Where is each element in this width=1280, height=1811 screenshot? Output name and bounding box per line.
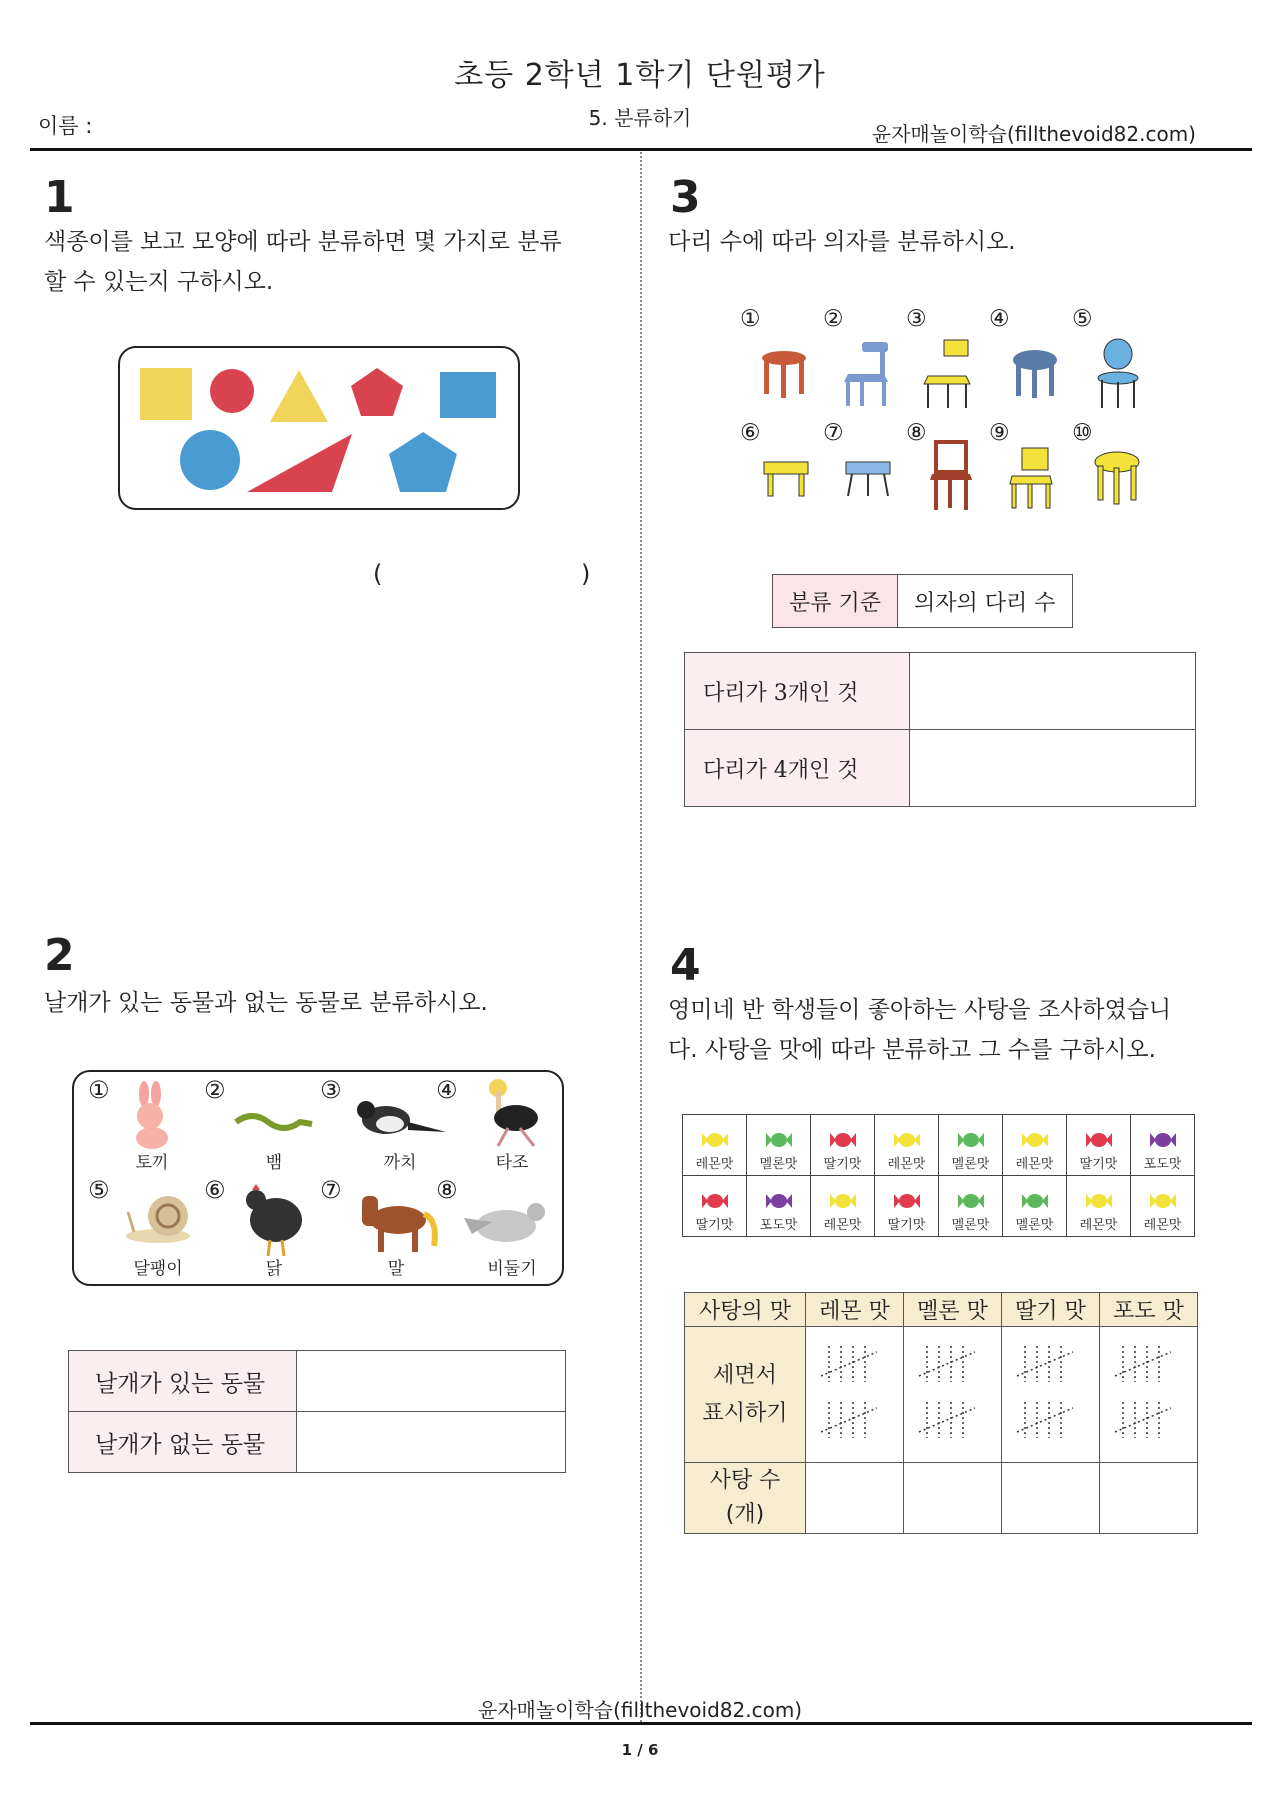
q4-header-flavor: 사탕의 맛	[685, 1293, 806, 1327]
table-row	[69, 1412, 566, 1473]
q4-header-melon: 멜론 맛	[904, 1293, 1002, 1327]
grape-candy-icon	[1148, 1129, 1178, 1151]
chair-icon	[1008, 446, 1056, 510]
candy-label: 레몬맛	[1143, 1218, 1182, 1233]
candy-cell	[1131, 1115, 1195, 1176]
q3-text: 다리 수에 따라 의자를 분류하시오.	[668, 229, 1016, 255]
candy-grid	[682, 1114, 1195, 1237]
candy-label: 포도맛	[759, 1218, 798, 1233]
unit-subtitle: 5. 분류하기	[588, 106, 692, 130]
candy-cell	[747, 1176, 811, 1237]
animal-num-3: ③	[320, 1076, 342, 1104]
strawberry-candy-icon	[828, 1129, 858, 1151]
magpie-icon	[352, 1092, 448, 1152]
q4-header-strawberry: 딸기 맛	[1002, 1293, 1100, 1327]
chair-icon	[842, 340, 892, 408]
count-cell-melon[interactable]	[904, 1463, 1002, 1534]
lemon-candy-icon	[1148, 1190, 1178, 1212]
q4-header-lemon: 레몬 맛	[806, 1293, 904, 1327]
lemon-candy-icon	[892, 1129, 922, 1151]
chair-num-9: ⑨	[989, 420, 1010, 446]
melon-candy-icon	[956, 1129, 986, 1151]
tally-guide-icon	[1109, 1332, 1189, 1452]
candy-row-1	[683, 1115, 1195, 1176]
animal-num-7: ⑦	[320, 1176, 342, 1204]
lemon-candy-icon	[1020, 1129, 1050, 1151]
candy-label: 딸기맛	[1079, 1157, 1118, 1172]
blue-pentagon-shape	[389, 432, 457, 492]
chair-num-10: ⑩	[1072, 420, 1093, 446]
count-cell-strawberry[interactable]	[1002, 1463, 1100, 1534]
candy-cell	[1003, 1115, 1067, 1176]
animal-num-6: ⑥	[204, 1176, 226, 1204]
tally-cell-grape[interactable]	[1100, 1327, 1198, 1463]
candy-label: 레몬맛	[695, 1157, 734, 1172]
candy-label: 레몬맛	[1079, 1218, 1118, 1233]
candy-cell	[683, 1176, 747, 1237]
q1-text-line1: 색종이를 보고 모양에 따라 분류하면 몇 가지로 분류	[44, 229, 562, 255]
page-title: 초등 2학년 1학기 단원평가	[454, 58, 826, 93]
candy-label: 레몬맛	[823, 1218, 862, 1233]
candy-cell	[683, 1115, 747, 1176]
melon-candy-icon	[764, 1129, 794, 1151]
q4-header-grape: 포도 맛	[1100, 1293, 1198, 1327]
q3-answer-table	[684, 652, 1196, 807]
hen-icon	[242, 1180, 308, 1260]
chair-num-5: ⑤	[1072, 306, 1093, 332]
tally-cell-melon[interactable]	[904, 1327, 1002, 1463]
q4-text-line2: 다. 사탕을 맛에 따라 분류하고 그 수를 구하시오.	[668, 1037, 1156, 1063]
stool-icon	[1010, 348, 1060, 400]
candy-cell	[939, 1176, 1003, 1237]
q1-answer-open: (	[373, 560, 383, 588]
q1-answer-close: )	[581, 560, 591, 588]
page-number: 1 / 6	[621, 1741, 659, 1759]
bottom-rule	[30, 1722, 1252, 1725]
chair-num-1: ①	[740, 306, 761, 332]
q4-tally-label	[685, 1327, 806, 1463]
name-label: 이름 :	[38, 114, 93, 138]
candy-cell	[1067, 1176, 1131, 1237]
tally-cell-strawberry[interactable]	[1002, 1327, 1100, 1463]
candy-cell	[811, 1176, 875, 1237]
strawberry-candy-icon	[1084, 1129, 1114, 1151]
q1-answer-blank[interactable]	[392, 556, 572, 590]
tally-guide-icon	[815, 1332, 895, 1452]
animal-name-2: 뱀	[265, 1153, 283, 1173]
count-cell-lemon[interactable]	[806, 1463, 904, 1534]
animal-num-5: ⑤	[88, 1176, 110, 1204]
q3-answer-3-legs[interactable]	[910, 653, 1196, 730]
candy-label: 멜론맛	[951, 1218, 990, 1233]
animal-name-5: 달팽이	[133, 1259, 183, 1279]
animal-name-1: 토끼	[135, 1153, 169, 1173]
stool-icon	[1092, 450, 1142, 506]
blue-rectangle-shape	[440, 372, 496, 418]
candy-label: 딸기맛	[823, 1157, 862, 1172]
stool-icon	[844, 458, 892, 500]
chair-num-4: ④	[989, 306, 1010, 332]
candy-cell	[811, 1115, 875, 1176]
table-row	[685, 730, 1196, 807]
snail-icon	[124, 1186, 194, 1246]
q1-text-line2: 할 수 있는지 구하시오.	[44, 269, 274, 295]
table-row	[685, 1293, 1198, 1327]
chair-icon	[1094, 338, 1142, 410]
animal-name-6: 닭	[265, 1259, 283, 1279]
footer-site: 윤자매놀이학습(fillthevoid82.com)	[477, 1698, 803, 1722]
q4-number: 4	[670, 940, 701, 991]
strawberry-candy-icon	[700, 1190, 730, 1212]
table-row	[685, 1327, 1198, 1463]
count-label-line1: 사탕 수	[709, 1468, 781, 1493]
candy-cell	[747, 1115, 811, 1176]
q2-answer-table	[68, 1350, 566, 1473]
q4-tally-table	[684, 1292, 1198, 1534]
q3-answer-4-legs[interactable]	[910, 730, 1196, 807]
candy-label: 딸기맛	[887, 1218, 926, 1233]
melon-candy-icon	[956, 1190, 986, 1212]
criterion-label: 분류 기준	[773, 575, 898, 628]
animal-num-1: ①	[88, 1076, 110, 1104]
horse-icon	[354, 1186, 440, 1256]
ostrich-icon	[476, 1078, 548, 1148]
q2-row-label-winged: 날개가 있는 동물	[69, 1351, 297, 1412]
animal-num-4: ④	[436, 1076, 458, 1104]
red-triangle-shape	[247, 434, 352, 492]
top-rule	[30, 148, 1252, 151]
q4-count-label	[685, 1463, 806, 1534]
tally-guide-icon	[1011, 1332, 1091, 1452]
grape-candy-icon	[764, 1190, 794, 1212]
table-row	[685, 1463, 1198, 1534]
animal-num-8: ⑧	[436, 1176, 458, 1204]
candy-label: 멜론맛	[1015, 1218, 1054, 1233]
candy-label: 멜론맛	[759, 1157, 798, 1172]
chair-num-3: ③	[906, 306, 927, 332]
candy-label: 멜론맛	[951, 1157, 990, 1172]
column-divider	[640, 152, 642, 1722]
tally-label-line2: 표시하기	[702, 1400, 788, 1426]
chair-icon	[922, 338, 974, 410]
candy-label: 딸기맛	[695, 1218, 734, 1233]
candy-cell	[875, 1176, 939, 1237]
strawberry-candy-icon	[892, 1190, 922, 1212]
chair-num-7: ⑦	[823, 420, 844, 446]
animal-name-3: 까치	[383, 1153, 417, 1173]
yellow-triangle-shape	[270, 370, 328, 422]
candy-cell	[1003, 1176, 1067, 1237]
q2-number: 2	[44, 930, 75, 981]
paper-shapes-box	[118, 346, 520, 510]
q4-text-line1: 영미네 반 학생들이 좋아하는 사탕을 조사하였습니	[668, 997, 1172, 1023]
q2-answer-winged[interactable]	[297, 1351, 566, 1412]
animal-name-4: 타조	[495, 1153, 529, 1173]
candy-cell	[1067, 1115, 1131, 1176]
chair-num-2: ②	[823, 306, 844, 332]
tally-cell-lemon[interactable]	[806, 1327, 904, 1463]
q2-text: 날개가 있는 동물과 없는 동물로 분류하시오.	[44, 990, 488, 1016]
lemon-candy-icon	[1084, 1190, 1114, 1212]
q3-row-label-3-legs: 다리가 3개인 것	[685, 653, 910, 730]
chair-icon	[928, 440, 974, 512]
animal-name-8: 비둘기	[487, 1259, 537, 1279]
lemon-candy-icon	[700, 1129, 730, 1151]
rabbit-icon	[122, 1080, 182, 1150]
candy-label: 레몬맛	[887, 1157, 926, 1172]
chair-num-6: ⑥	[740, 420, 761, 446]
candy-cell	[939, 1115, 1003, 1176]
pigeon-icon	[462, 1196, 548, 1252]
blue-circle-shape	[180, 430, 240, 490]
chair-num-8: ⑧	[906, 420, 927, 446]
candy-label: 포도맛	[1143, 1157, 1182, 1172]
table-row	[773, 575, 1073, 628]
table-row	[69, 1351, 566, 1412]
candy-row-2	[683, 1176, 1195, 1237]
melon-candy-icon	[1020, 1190, 1050, 1212]
q2-row-label-wingless: 날개가 없는 동물	[69, 1412, 297, 1473]
q2-answer-wingless[interactable]	[297, 1412, 566, 1473]
count-label-line2: (개)	[725, 1502, 765, 1527]
header-site: 윤자매놀이학습(fillthevoid82.com)	[871, 122, 1196, 146]
red-circle-shape	[210, 369, 254, 413]
criterion-value: 의자의 다리 수	[898, 575, 1073, 628]
q1-number: 1	[44, 172, 75, 223]
red-pentagon-shape	[351, 368, 403, 416]
tally-label-line1: 세면서	[713, 1362, 777, 1388]
candy-cell	[875, 1115, 939, 1176]
tally-guide-icon	[913, 1332, 993, 1452]
yellow-square-shape	[140, 368, 192, 420]
count-cell-grape[interactable]	[1100, 1463, 1198, 1534]
stool-icon	[762, 458, 810, 500]
q3-number: 3	[670, 172, 701, 223]
snake-icon	[232, 1108, 316, 1138]
candy-label: 레몬맛	[1015, 1157, 1054, 1172]
table-row	[685, 653, 1196, 730]
q3-row-label-4-legs: 다리가 4개인 것	[685, 730, 910, 807]
stool-icon	[760, 348, 808, 400]
lemon-candy-icon	[828, 1190, 858, 1212]
candy-cell	[1131, 1176, 1195, 1237]
animal-num-2: ②	[204, 1076, 226, 1104]
animal-name-7: 말	[387, 1259, 405, 1279]
q3-criterion-table	[772, 574, 1073, 628]
